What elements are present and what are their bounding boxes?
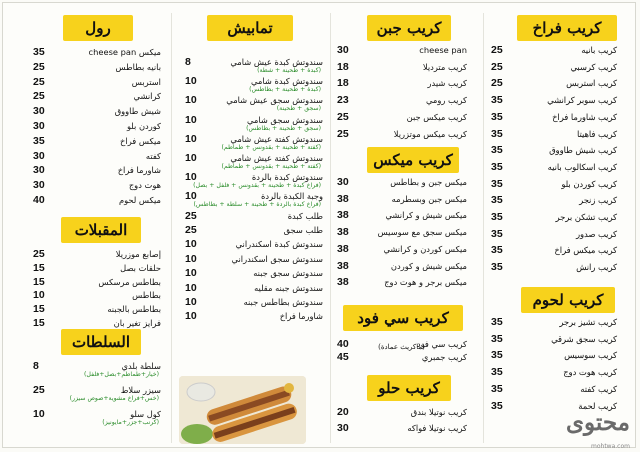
menu-item-name: سندوتش كبدة شامي	[251, 76, 323, 87]
menu-item-name: ميكس cheese pan	[88, 47, 161, 57]
menu-item-name: وجبة الكبدة بالردة	[261, 191, 323, 202]
menu-item-price: 8	[33, 360, 39, 372]
menu-item-note: (كبدة + طحينة + بطاطس)	[249, 86, 321, 94]
menu-item-name: شاورما فراخ	[279, 311, 323, 322]
menu-item-price: 25	[185, 209, 197, 222]
menu-item-price: 15	[33, 303, 45, 316]
menu-item	[185, 295, 323, 309]
menu-item-price: 25	[33, 384, 45, 396]
menu-item-price: 38	[337, 192, 349, 205]
menu-item-price: 25	[33, 75, 45, 88]
menu-item	[33, 302, 161, 316]
menu-item	[337, 192, 467, 206]
menu-item	[33, 75, 161, 89]
menu-item-name: بطاطس	[132, 290, 161, 301]
menu-item-price: 38	[337, 259, 349, 272]
menu-item-price: 35	[491, 160, 503, 173]
menu-item-name: استربس	[131, 76, 161, 87]
menu-item-price: 35	[491, 349, 503, 362]
menu-item-name: كريب رانش	[576, 262, 617, 273]
divider	[330, 13, 331, 443]
menu-item-name: كريب تشكن برجر	[555, 212, 617, 222]
menu-item-name: حلقات بصل	[120, 262, 161, 273]
menu-item-name: كريب كرسبي	[570, 61, 617, 72]
menu-item-price: 30	[33, 164, 45, 177]
menu-item-note: (خيار+طماطم+بصل+فلفل)	[84, 371, 159, 378]
menu-item-price: 10	[185, 281, 197, 294]
menu-item	[491, 177, 617, 191]
menu-item-note: (فراخ كبدة بالردة + طحينة + سلطة + بطاطس)	[193, 201, 321, 209]
menu-item	[33, 193, 161, 207]
menu-item-name: كريب ميكس موتزريلا	[393, 128, 467, 139]
menu-item-name: كوردن بلو	[126, 121, 161, 131]
menu-item-price: 30	[33, 179, 45, 192]
menu-item-name: ميكس جبن وبسطرمه	[391, 193, 467, 204]
menu-item-name: كريب نوتيلا فواكه	[407, 423, 467, 433]
menu-item	[491, 60, 617, 74]
menu-item-name: كريب شاورما فراخ	[552, 111, 617, 122]
menu-page	[2, 2, 636, 448]
menu-item-note: (سجق + طحينة + بطاطس)	[246, 124, 321, 132]
menu-item-name: إصابع موزريلا	[115, 249, 161, 259]
menu-item-price: 30	[337, 422, 349, 434]
menu-item-price: 35	[491, 244, 503, 257]
menu-item-price: 25	[33, 60, 45, 73]
menu-item-price: 35	[33, 134, 45, 147]
menu-item	[33, 178, 161, 192]
menu-item-price: 38	[337, 276, 349, 289]
menu-item-name: ميكس لحوم	[118, 195, 161, 205]
menu-item	[33, 275, 161, 289]
menu-item-name: كريب نوتيلا بندق	[410, 407, 467, 417]
menu-item-price: 10	[185, 75, 197, 88]
menu-item-note: (كبدة + طحينة + شطة)	[257, 67, 321, 74]
menu-item-price: 35	[491, 261, 503, 274]
menu-item	[491, 143, 617, 157]
menu-item-name: كرانشي	[133, 91, 161, 102]
menu-item-name: هوت دوج	[128, 180, 161, 191]
menu-item	[185, 237, 323, 251]
menu-item	[33, 104, 161, 118]
menu-item-name: سيزر سلاط	[120, 385, 161, 395]
menu-item-price: 10	[185, 94, 197, 107]
menu-item-price: 35	[491, 211, 503, 223]
menu-item-name: سلطة بلدي	[121, 361, 161, 371]
menu-item-name: سندوتش كفتة عيش شامي	[230, 153, 323, 163]
menu-item-price: 45	[337, 351, 349, 363]
section-title-roll: رول	[63, 15, 133, 41]
menu-item-name: كريب سي فود	[416, 339, 467, 349]
menu-item-name: cheese pan	[419, 45, 467, 55]
menu-item	[33, 60, 161, 74]
section-title-crepe-chicken: كريب فراخ	[517, 15, 617, 41]
menu-item-name: سندوتش كبدة عيش شامي	[230, 57, 323, 67]
menu-item-name: كريب ميكس فراخ	[554, 245, 617, 256]
menu-item-name: سندوتش جبنه مقليه	[254, 282, 323, 293]
menu-item-name: سندوتش سجق اسكندراني	[231, 253, 323, 264]
menu-item-price: 35	[491, 227, 503, 240]
menu-item-name: سندوتش كبدة بالردة	[251, 172, 323, 183]
menu-item-price: 10	[185, 113, 197, 126]
menu-item-name: كول سلو	[130, 409, 161, 419]
menu-item-price: 18	[337, 77, 349, 90]
menu-item-name: كريب سجق شرقي	[551, 333, 617, 344]
menu-item-name: فرايز تغير بان	[113, 318, 161, 328]
menu-item	[337, 93, 467, 107]
menu-item-price: 25	[491, 44, 503, 56]
menu-item-price: 35	[491, 110, 503, 123]
menu-item-price: 35	[491, 177, 503, 190]
menu-item	[337, 60, 467, 74]
menu-item	[337, 110, 467, 124]
menu-item-name: سندوتش سجق عيش شامي	[226, 95, 323, 106]
menu-item-price: 18	[337, 60, 349, 73]
menu-item	[337, 275, 467, 289]
menu-item-price: 10	[185, 252, 197, 265]
menu-item-name: كريب جمبري	[421, 352, 467, 362]
menu-item-name: كريب فاهيتا	[576, 128, 617, 139]
menu-item-name: ميكس سجق مع سوسيس	[377, 227, 467, 238]
menu-item-name: كريب هوت دوج	[563, 367, 617, 378]
menu-item	[337, 175, 467, 189]
menu-item-name: سندوتش كبدة اسكندراني	[235, 239, 323, 250]
menu-item-price: 35	[491, 144, 503, 157]
menu-item-price: 35	[491, 94, 503, 107]
menu-item-price: 10	[185, 152, 197, 164]
menu-item	[185, 252, 323, 266]
menu-item-price: 40	[337, 338, 349, 350]
menu-item-name: كريب تشيز برجر	[559, 317, 617, 327]
menu-item-price: 38	[337, 209, 349, 222]
menu-item-price: 25	[33, 90, 45, 103]
section-title-crepe-meat: كريب لحوم	[521, 287, 615, 313]
menu-item-name: كريب بانيه	[581, 45, 617, 55]
menu-item-name: كريب مترديلا	[422, 61, 467, 72]
menu-item-note: (سجق + طحينة)	[276, 105, 321, 113]
menu-item	[491, 227, 617, 241]
menu-item-price: 35	[491, 127, 503, 140]
menu-item-price: 10	[185, 267, 197, 280]
menu-item	[337, 259, 467, 273]
menu-item-price: 8	[185, 56, 191, 68]
menu-item-name: كريب اسكالوب بانيه	[547, 161, 617, 172]
menu-item-price: 35	[491, 382, 503, 395]
menu-item-price: 10	[33, 408, 45, 420]
divider	[483, 13, 484, 443]
menu-item	[185, 266, 323, 280]
menu-item	[185, 281, 323, 295]
menu-item	[491, 76, 617, 90]
menu-item	[491, 348, 617, 362]
menu-item-name: كريب كفته	[580, 383, 617, 394]
menu-item	[337, 337, 467, 351]
menu-item-price: 30	[33, 120, 45, 132]
menu-item-name: سندوتش سجق جبنه	[253, 268, 323, 279]
sandwich-photo	[179, 376, 306, 444]
menu-item-name: بانيه بطاطس	[115, 61, 161, 72]
menu-item-price: 30	[33, 105, 45, 118]
menu-item	[33, 288, 161, 302]
menu-item	[491, 93, 617, 107]
section-title-tamabeesh: تمابيش	[207, 15, 293, 41]
menu-item-price: 10	[185, 171, 197, 184]
menu-item-price: 25	[337, 110, 349, 123]
menu-item	[33, 89, 161, 103]
menu-item	[33, 163, 161, 177]
menu-item-name: ميكس برجر و هوت دوج	[384, 277, 467, 288]
menu-item	[491, 365, 617, 379]
logo-url: mohtwa.com	[591, 443, 630, 450]
menu-item	[491, 243, 617, 257]
menu-item-name: كريب شيدر	[427, 78, 467, 89]
menu-item-name: كفته	[145, 150, 161, 161]
menu-item-price: 10	[185, 132, 197, 145]
menu-item-price: 20	[337, 406, 349, 418]
menu-item-price: 35	[491, 332, 503, 345]
menu-item	[185, 223, 323, 237]
menu-item	[33, 316, 161, 330]
section-title-crepe-seafood-note: (ماكريث عمادة)	[378, 343, 425, 351]
section-title-crepe-sweet: كريب حلو	[367, 375, 451, 401]
menu-item-name: سندوتش بطاطس جبنه	[243, 297, 323, 307]
menu-item-note: (فراخ كبدة + طحينة + بقدونس + فلفل + بصل)	[193, 182, 321, 190]
menu-item	[33, 45, 161, 59]
menu-item-name: كريب استربس	[566, 78, 617, 89]
logo-text: محتوى	[566, 409, 630, 436]
menu-item-price: 38	[337, 226, 349, 239]
menu-item-price: 35	[491, 316, 503, 328]
menu-item-name: كريب كوردن بلو	[561, 178, 617, 189]
menu-item-name: بطاطس بالجبنه	[107, 304, 161, 315]
menu-item	[491, 160, 617, 174]
menu-item-price: 10	[185, 296, 197, 308]
menu-item-name: سندوتش كفتة عيش شامي	[230, 133, 323, 144]
menu-item-name: طلب سجق	[283, 225, 323, 235]
menu-item-price: 30	[33, 149, 45, 162]
section-title-appetizers: المقبلات	[61, 217, 141, 243]
menu-item-price: 35	[33, 46, 45, 58]
menu-item	[491, 260, 617, 274]
menu-item-name: شيش طاووق	[114, 106, 161, 117]
menu-item	[33, 261, 161, 275]
menu-item-price: 25	[491, 60, 503, 73]
divider	[171, 13, 172, 443]
menu-item-name: كريب ميكس جبن	[406, 111, 467, 122]
menu-item	[337, 208, 467, 222]
menu-item-name: كريب سوسيس	[564, 350, 617, 361]
menu-item-price: 40	[33, 194, 45, 206]
menu-item	[33, 149, 161, 163]
menu-item-price: 30	[337, 176, 349, 188]
menu-item-note: (كفتة + طحينة + بقدونس + طماطم)	[221, 143, 321, 151]
menu-item	[337, 76, 467, 90]
menu-item	[33, 134, 161, 148]
menu-item-name: سندوتش سجق شامي	[246, 114, 323, 125]
menu-item-name: كريب شيش طاووق	[549, 145, 617, 156]
menu-item-name: شاورما فراخ	[117, 165, 161, 176]
menu-item-name: كريب زنجر	[579, 195, 617, 206]
menu-item-price: 30	[337, 44, 349, 56]
menu-item-name: كريب لحمة	[578, 400, 617, 411]
menu-item-price: 10	[185, 238, 197, 251]
menu-item-price: 15	[33, 261, 45, 274]
menu-item	[491, 210, 617, 224]
menu-item-price: 35	[491, 194, 503, 207]
menu-item-price: 25	[33, 248, 45, 260]
menu-item	[337, 242, 467, 256]
menu-item	[337, 127, 467, 141]
section-title-salads: السلطات	[61, 329, 141, 355]
menu-item-note: (كفتة + طحينة + بقدونس + طماطم)	[221, 163, 321, 170]
menu-item	[337, 43, 467, 57]
menu-item	[491, 332, 617, 346]
menu-item-note: (كرنب+جزر+مايونيز)	[102, 419, 159, 426]
menu-item-price: 15	[33, 317, 45, 329]
menu-item-name: كريب سوبر كرانشي	[547, 95, 617, 106]
menu-item	[491, 43, 617, 57]
section-title-crepe-seafood-label: كريب سي فود	[357, 309, 449, 327]
menu-item-name: كريب رومي	[426, 95, 467, 106]
menu-item-name: ميكس شيش و كوردن	[390, 260, 467, 271]
menu-item	[337, 421, 467, 435]
menu-item-name: ميكس جبن و بطاطس	[390, 177, 467, 187]
menu-item-note: (خس+فراخ مشوية+صوص سيزر)	[69, 395, 159, 402]
menu-item	[491, 110, 617, 124]
menu-item-price: 25	[491, 77, 503, 90]
menu-item	[33, 119, 161, 133]
menu-item-price: 35	[491, 366, 503, 379]
menu-item-name: ميكس فراخ	[120, 135, 161, 146]
menu-item	[337, 225, 467, 239]
menu-item-price: 23	[337, 94, 349, 107]
section-title-crepe-cheese: كريب جبن	[367, 15, 451, 41]
menu-item-price: 25	[185, 224, 197, 236]
menu-item-name: ميكس شيش و كرانشي	[385, 210, 467, 221]
menu-item	[185, 309, 323, 323]
menu-item-price: 10	[185, 190, 197, 203]
menu-item-price: 35	[491, 399, 503, 412]
site-logo	[520, 407, 636, 451]
menu-item	[337, 350, 467, 364]
menu-item-name: ميكس كوردن و كرانشي	[383, 243, 467, 254]
menu-item-price: 38	[337, 242, 349, 255]
menu-item-price: 15	[33, 275, 45, 288]
menu-item	[33, 247, 161, 261]
menu-item-price: 25	[337, 127, 349, 140]
menu-item	[491, 193, 617, 207]
menu-item	[491, 382, 617, 396]
menu-item-price: 10	[185, 310, 197, 323]
menu-item-name: كريب صدور	[575, 228, 617, 239]
menu-item	[491, 127, 617, 141]
menu-item	[337, 405, 467, 419]
menu-item-name: طلب كبدة	[287, 210, 323, 221]
section-title-crepe-mix: كريب ميكس	[367, 147, 459, 173]
menu-item-price: 10	[33, 289, 45, 302]
menu-item-name: بطاطس مرسكس	[98, 276, 161, 287]
menu-item	[491, 315, 617, 329]
menu-item	[185, 209, 323, 223]
